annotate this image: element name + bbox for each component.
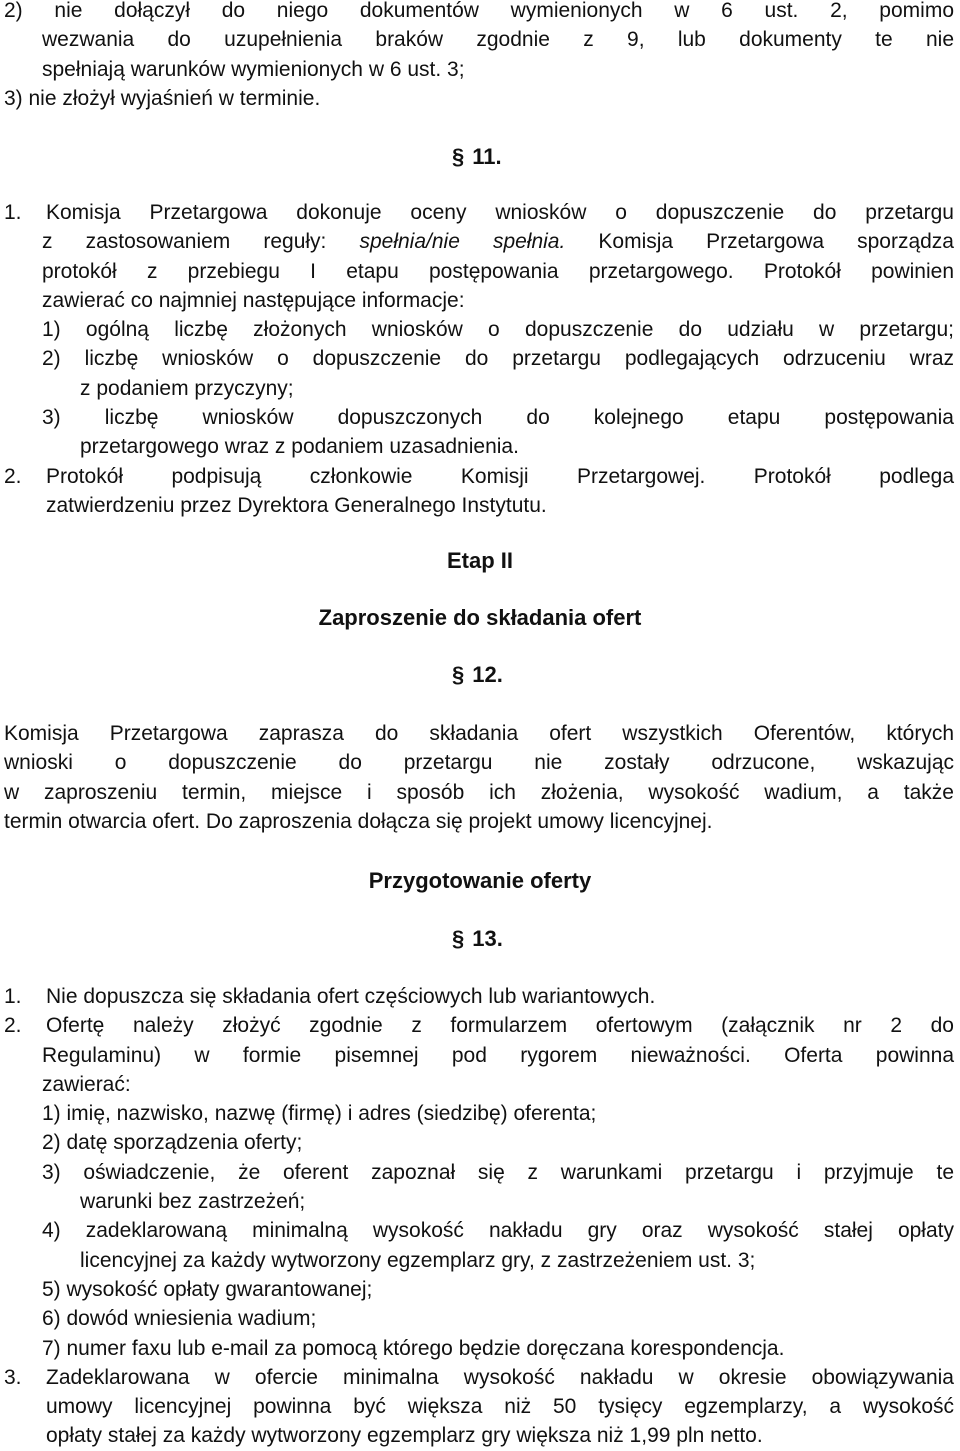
point-2: 2. Ofertę należy złożyć zgodnie z formularzem ofertowym (załącznik nr 2 do [4, 1014, 954, 1038]
sub-item-7: 7) numer faxu lub e-mail za pomocą którego będzie doręczana korespondencja. [42, 1336, 785, 1360]
sub-item-2: 2) datę sporządzenia oferty; [42, 1131, 303, 1155]
point-1: 1. Nie dopuszcza się składania ofert częściowych lub wariantowych. [4, 985, 656, 1008]
sub-item-6: 6) dowód wniesienia wadium; [42, 1307, 317, 1331]
section-sign: § [452, 662, 465, 687]
point-2: 2. Protokół podpisują członkowie Komisji Przetargowej. Protokół podlega [4, 464, 954, 488]
sub-item-1: 1) imię, nazwisko, nazwę (firmę) i adres (siedzibę) oferenta; [42, 1102, 597, 1126]
paragraph-number: § 13. [452, 924, 503, 954]
heading-etap: Etap II [446, 548, 513, 573]
list-item: 2) nie dołączył do niego dokumentów wymienionych w 6 ust. 2, pomimo [4, 0, 954, 22]
list-item-cont: wezwania do uzupełnienia braków zgodnie z 9, lub dokumenty te nie [42, 28, 954, 52]
heading-zaproszenie: Zaproszenie do składania ofert [318, 605, 642, 630]
sub-item-3: 3) oświadczenie, że oferent zapoznał się z warunkami przetargu i przyjmuje te [42, 1160, 954, 1184]
sub-item-1: 1) ogólną liczbę złożonych wniosków o dopuszczenie do udziału w przetargu; [42, 318, 954, 342]
italic-rule: spełnia/nie spełnia. [359, 230, 566, 254]
point-3: 3. Zadeklarowana w ofercie minimalna wysokość nakładu w okresie obowiązywania [4, 1365, 954, 1389]
sub-item-4: 4) zadeklarowaną minimalną wysokość nakładu gry oraz wysokość stałej opłaty [42, 1219, 954, 1243]
list-item: 3) nie złożył wyjaśnień w terminie. [4, 86, 321, 110]
point-1: 1. Komisja Przetargowa dokonuje oceny wniosków o dopuszczenie do przetargu [4, 201, 954, 224]
sub-item-3: 3) liczbę wniosków dopuszczonych do kolejnego etapu postępowania [42, 406, 954, 430]
section-sign: § [452, 144, 465, 169]
section-12: Komisja Przetargowa zaprasza do składania ofert wszystkich Oferentów, których wnioski o dopuszczenie do przetargu nie zostały odrzucone, wskazując w zaproszeniu termin, miejsce i sposób ich złożenia, wysokość wadium, a także termin otwarcia ofert. Do zaproszenia dołącza się projekt umowy licencyjnej. [4, 722, 954, 833]
list-item-cont: spełniają warunków wymienionych w 6 ust. 3; [42, 57, 465, 81]
sub-item-5: 5) wysokość opłaty gwarantowanej; [42, 1277, 373, 1301]
heading-przygotowanie: Przygotowanie oferty [368, 868, 592, 893]
section-sign: § [452, 926, 465, 951]
list-number: 2) [4, 0, 23, 22]
paragraph-number: § 12. [452, 660, 503, 690]
section-11: 1. Komisja Przetargowa dokonuje oceny wniosków o dopuszczenie do przetargu z zastosowaniem reguły: spełnia/nie spełnia. Komisja Przetargowa sporządza protokół z przebiegu I etapu postępowania przetargowego. Protokół powinien zawierać co najmniej następujące informacje: 1) ogólną liczbę złożonych wniosków o dopuszczenie do udziału w przetargu; 2) liczbę wniosków o dopuszczenie do przetargu podlegających odrzuceniu wraz z podaniem przyczyny; 3) liczbę wniosków dopuszczonych do kolejnego etapu postępowania przetargowego wraz z podaniem uzasadnienia. 2. Protokół podpisują członkowie Komisji Przetargowej. Protokół podlega zatwierdzeniu przez Dyrektora Generalnego Instytutu. [4, 198, 954, 520]
paragraph-number: § 11. [452, 142, 502, 172]
section-13: 1. Nie dopuszcza się składania ofert częściowych lub wariantowych. 2. Ofertę należy złożyć zgodnie z formularzem ofertowym (załącznik nr 2 do Regulaminu) w formie pisemnej pod rygorem nieważności. Oferta powinna zawierać: 1) imię, nazwisko, nazwę (firmę) i adres (siedzibę) oferenta; 2) datę sporządzenia oferty; 3) oświadczenie, że oferent zapoznał się z warunkami przetargu i przyjmuje te warunki bez zastrzeżeń; 4) zadeklarowaną minimalną wysokość nakładu gry oraz wysokość stałej opłaty licencyjnej za każdy wytworzony egzemplarz gry, z zastrzeżeniem ust. 3; 5) wysokość opłaty gwarantowanej; 6) dowód wniesienia wadium; 7) numer faxu lub e-mail za pomocą którego będzie doręczana korespondencja. 3. Zadeklarowana w ofercie minimalna wysokość nakładu w okresie obowiązywania umowy licencyjnej powinna być większa niż 50 tysięcy egzemplarzy, a wysokość opłaty stałej za każdy wytworzony egzemplarz gry większa niż 1,99 pln netto. [4, 982, 954, 1451]
top-list [4, 0, 954, 113]
sub-item-2: 2) liczbę wniosków o dopuszczenie do przetargu podlegających odrzuceniu wraz [42, 347, 954, 371]
